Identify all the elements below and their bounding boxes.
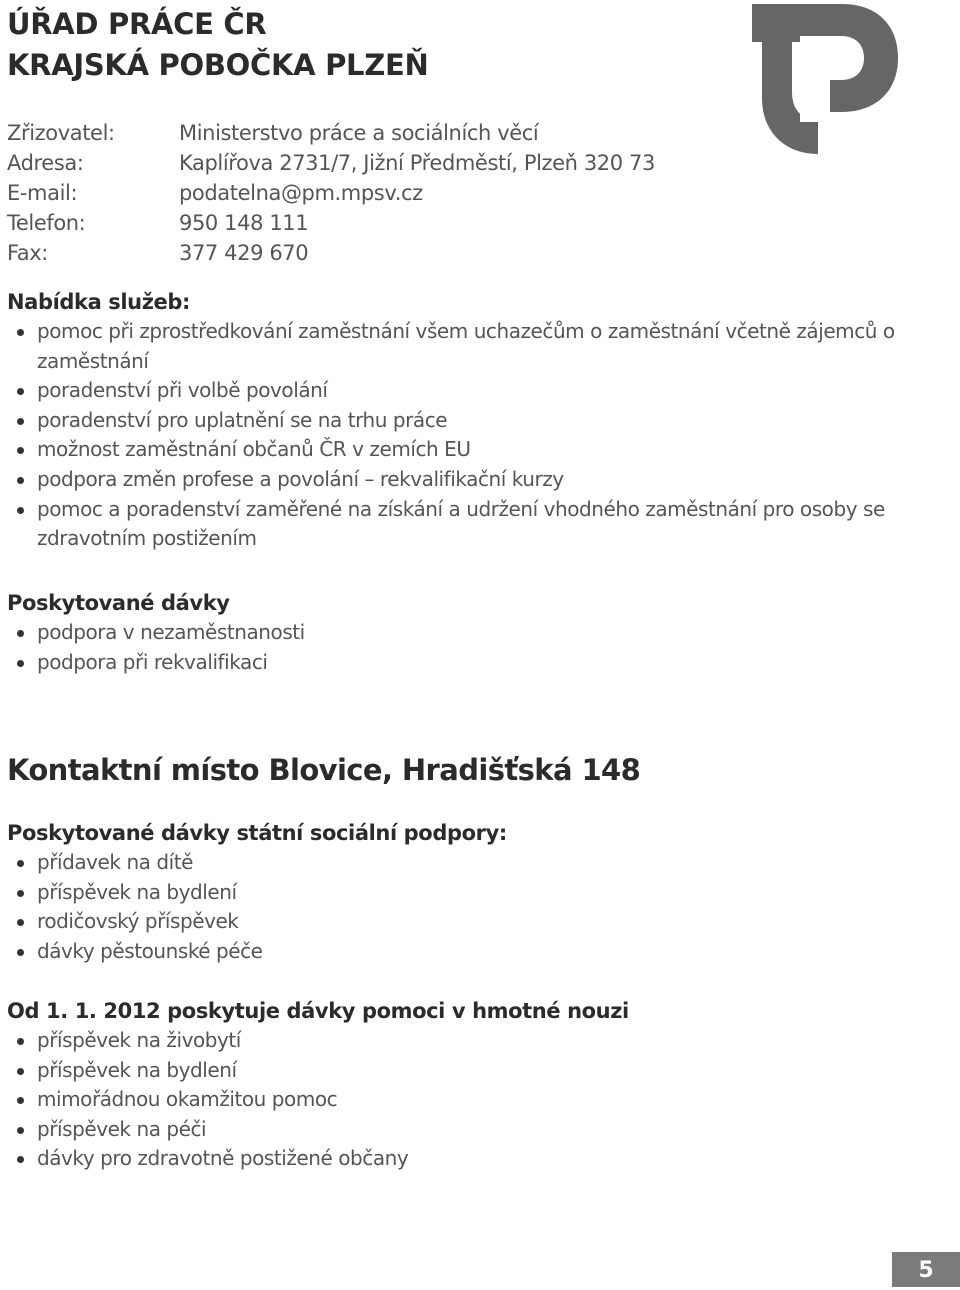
- contact-row-email: [7, 178, 655, 208]
- services-list: [7, 317, 932, 554]
- benefits-heading: Poskytované dávky: [7, 591, 230, 615]
- contact-row-phone: [7, 208, 655, 238]
- list-item: příspěvek na péči: [7, 1115, 932, 1145]
- material-need-heading: Od 1. 1. 2012 poskytuje dávky pomoci v hmotné nouzi: [7, 999, 629, 1023]
- contact-value: Ministerstvo práce a sociálních věcí: [179, 121, 539, 145]
- list-item: podpora v nezaměstnanosti: [7, 618, 932, 648]
- list-item: podpora změn profese a povolání – rekvalifikační kurzy: [7, 465, 932, 495]
- contact-row-founder: [7, 118, 655, 148]
- state-support-section: [7, 818, 932, 966]
- list-item: poradenství při volbě povolání: [7, 376, 932, 406]
- contact-point-heading: Kontaktní místo Blovice, Hradišťská 148: [7, 753, 641, 787]
- list-item: dávky pro zdravotně postižené občany: [7, 1144, 932, 1174]
- contact-row-address: [7, 148, 655, 178]
- contact-value: 377 429 670: [179, 241, 309, 265]
- list-item: přídavek na dítě: [7, 848, 932, 878]
- email-link[interactable]: podatelna@pm.mpsv.cz: [179, 181, 423, 205]
- contact-value: Kaplířova 2731/7, Jižní Předměstí, Plzeň 320 73: [179, 151, 655, 175]
- list-item: dávky pěstounské péče: [7, 937, 932, 967]
- page-title: [7, 4, 428, 86]
- contact-label: Zřizovatel:: [7, 121, 115, 145]
- up-logo-icon: [748, 2, 898, 154]
- list-item: možnost zaměstnání občanů ČR v zemích EU: [7, 435, 932, 465]
- material-need-section: [7, 996, 932, 1174]
- services-section: [7, 287, 932, 554]
- contact-row-fax: [7, 238, 655, 268]
- state-support-list: [7, 848, 932, 966]
- list-item: mimořádnou okamžitou pomoc: [7, 1085, 932, 1115]
- list-item: poradenství pro uplatnění se na trhu práce: [7, 406, 932, 436]
- benefits-section: [7, 588, 932, 677]
- material-need-list: [7, 1026, 932, 1174]
- contact-label: Adresa:: [7, 151, 84, 175]
- contact-label: E-mail:: [7, 181, 78, 205]
- list-item: příspěvek na živobytí: [7, 1026, 932, 1056]
- list-item: pomoc při zprostředkování zaměstnání všem uchazečům o zaměstnání včetně zájemců o zaměstnání: [7, 317, 932, 376]
- list-item: pomoc a poradenství zaměřené na získání a udržení vhodného zaměstnání pro osoby se zdravotním postižením: [7, 495, 907, 554]
- benefits-list: [7, 618, 932, 677]
- state-support-heading: Poskytované dávky státní sociální podpory:: [7, 821, 507, 845]
- contact-value: 950 148 111: [179, 211, 309, 235]
- list-item: rodičovský příspěvek: [7, 907, 932, 937]
- page-number: 5: [892, 1252, 960, 1287]
- list-item: příspěvek na bydlení: [7, 1056, 932, 1086]
- title-line-2: KRAJSKÁ POBOČKA PLZEŇ: [7, 48, 429, 82]
- title-line-1: ÚŘAD PRÁCE ČR: [7, 7, 267, 41]
- contact-label: Fax:: [7, 241, 48, 265]
- contact-label: Telefon:: [7, 211, 86, 235]
- services-heading: Nabídka služeb:: [7, 290, 191, 314]
- list-item: podpora při rekvalifikaci: [7, 648, 932, 678]
- contact-block: [7, 118, 655, 268]
- contact-point-section: [7, 750, 640, 790]
- list-item: příspěvek na bydlení: [7, 878, 932, 908]
